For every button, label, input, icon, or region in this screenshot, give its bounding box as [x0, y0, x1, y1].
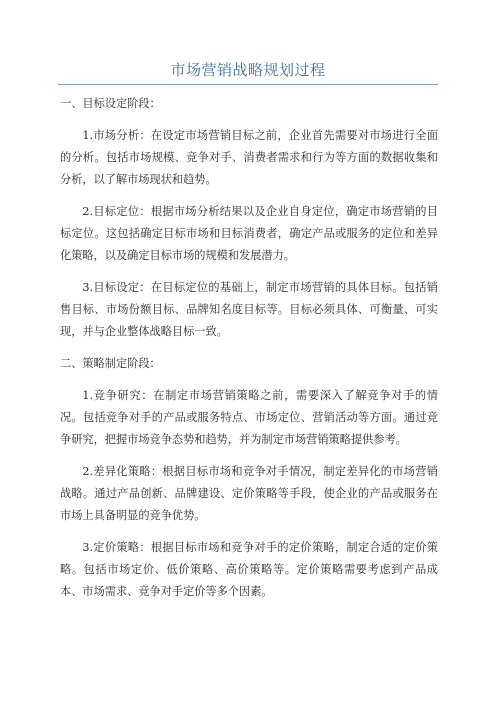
paragraph-pricing-strategy: 3.定价策略：根据目标市场和竞争对手的定价策略，制定合适的定价策略。包括市场定价、低价策略、高价策略等。定价策略需要考虑到产品成本、市场需求、竞争对手定价等多个因素。 [60, 541, 438, 598]
paragraph-goal-setting: 3.目标设定：在目标定位的基础上，制定市场营销的具体目标。包括销售目标、市场份额目标、品牌知名度目标等。目标必须具体、可衡量、可实现，并与企业整体战略目标一致。 [60, 281, 438, 338]
paragraph-market-analysis: 1.市场分析：在设定市场营销目标之前，企业首先需要对市场进行全面的分析。包括市场规模、竞争对手、消费者需求和行为等方面的数据收集和分析，以了解市场现状和趋势。 [60, 129, 438, 186]
document-body [60, 93, 438, 603]
section-heading-goal-setting: 一、目标设定阶段： [60, 97, 161, 110]
document-title: 市场营销战略规划过程 [170, 61, 326, 79]
paragraph-competition-research: 1.竞争研究：在制定市场营销策略之前，需要深入了解竞争对手的情况。包括竞争对手的产品或服务特点、市场定位、营销活动等方面。通过竞争研究，把握市场竞争态势和趋势，并为制定市场营销策略提供参考。 [60, 389, 438, 446]
section-heading-strategy: 二、策略制定阶段： [60, 357, 161, 370]
title-divider [58, 84, 438, 85]
paragraph-target-positioning: 2.目标定位：根据市场分析结果以及企业自身定位，确定市场营销的目标定位。这包括确定目标市场和目标消费者，确定产品或服务的定位和差异化策略，以及确定目标市场的规模和发展潜力。 [60, 205, 438, 262]
paragraph-differentiation-strategy: 2.差异化策略：根据目标市场和竞争对手情况，制定差异化的市场营销战略。通过产品创新、品牌建设、定价策略等手段，使企业的产品或服务在市场上具备明显的竞争优势。 [60, 465, 438, 522]
